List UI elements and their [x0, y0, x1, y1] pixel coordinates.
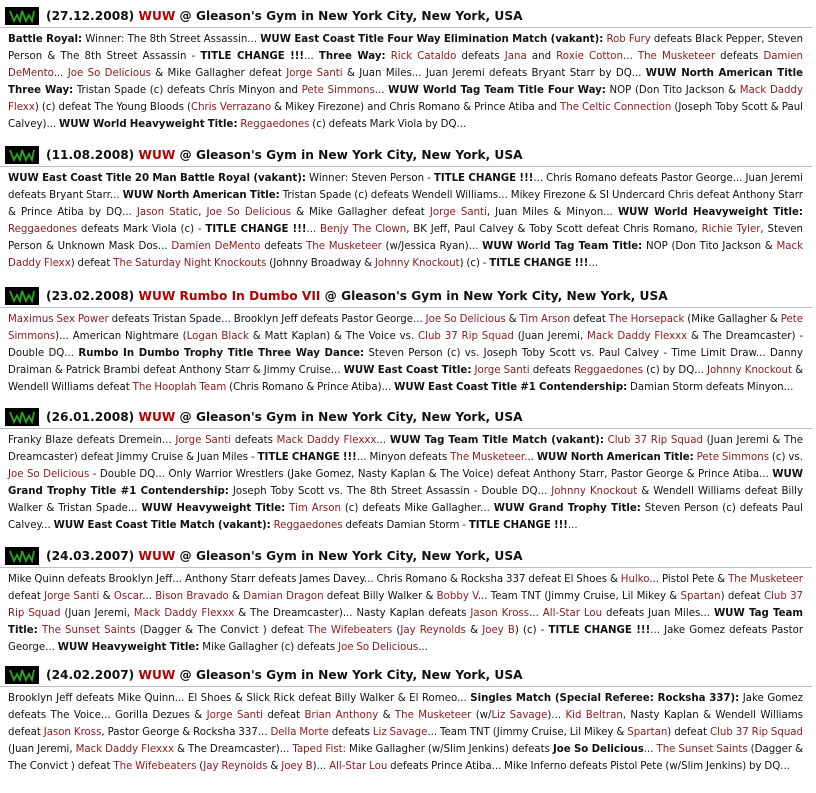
event-block: [0, 143, 812, 272]
wrestler-link[interactable]: Jorge Santi: [429, 207, 487, 218]
event-results: Brooklyn Jeff defeats Mike Quinn... El Shoes & Slick Rick defeat Billy Walker & El Romeo... Singles Match (Special Referee: Rocksha 337): Jake Gomez defeats The Voice... Gorilla Dezues & Jorge Santi defeat Brian Anthony & The Musketeer (w/Liz Savage)... Kid Beltran, Nasty Kaplan & Wendell Williams defeat Jason Kross, Pastor George & Rocksha 337... Della Morte defeats Liz Savage... Team TNT (Jimmy Cruise, Lil Mikey & Spartan) defeat Club 37 Rip Squad (Juan Jeremi, Mack Daddy Flexxx & The Dreamcaster)... Taped Fist: Mike Gallagher (w/Slim Jenkins) defeats Joe So Delicious... The Sunset Saints (Dagger & The Convict ) defeat The Wifebeaters (Jay Reynolds & Joey B)... All-Star Lou defeats Prince Atiba... Mike Inferno defeats Pistol Pete (w/Slim Jenkins) by DQ...: [8, 693, 804, 772]
wuw-logo-icon: [5, 146, 39, 164]
event-date: (11.08.2008): [46, 147, 135, 162]
event-block: [0, 4, 812, 133]
event-header: [0, 143, 812, 167]
promotion-link[interactable]: WUW Rumbo In Dumbo VII: [138, 288, 321, 303]
wrestler-link[interactable]: Club 37 Rip Squad: [709, 727, 804, 738]
promotion-link[interactable]: WUW: [138, 409, 176, 424]
wrestler-link[interactable]: Mack Daddy Flexxx: [75, 744, 175, 755]
wrestler-link[interactable]: Rob Fury: [606, 34, 651, 45]
wuw-logo-icon: [5, 547, 39, 565]
event-date: (26.01.2008): [46, 409, 135, 424]
event-title: [46, 146, 523, 164]
wrestler-link[interactable]: Damien DeMento: [8, 51, 804, 79]
event-date: (23.02.2008): [46, 288, 135, 303]
wrestler-link[interactable]: Spartan: [680, 591, 721, 602]
wrestler-link[interactable]: Jorge Santi: [44, 591, 100, 602]
wrestler-link[interactable]: Joe So Delicious: [67, 68, 151, 79]
wrestler-link[interactable]: Jason Kross: [470, 608, 530, 619]
wrestler-link[interactable]: The Musketeer: [728, 574, 803, 585]
wrestler-link[interactable]: Pete Simmons: [301, 85, 375, 96]
wrestler-link[interactable]: Reggaedones: [8, 224, 78, 235]
event-header: [0, 663, 812, 687]
wrestler-link[interactable]: Joe So Delicious: [206, 207, 292, 218]
wrestler-link[interactable]: Johnny Knockout: [551, 486, 638, 497]
wrestler-link[interactable]: Reggaedones: [573, 365, 644, 376]
wrestler-link[interactable]: Damian Dragon: [243, 591, 324, 602]
event-date: (24.03.2007): [46, 548, 135, 563]
wrestler-link[interactable]: Damien DeMento: [171, 241, 261, 252]
wrestler-link[interactable]: Jorge Santi: [286, 68, 343, 79]
wrestler-link[interactable]: Joe So Delicious: [338, 642, 419, 653]
wrestler-link[interactable]: Brian Anthony: [304, 710, 379, 721]
event-block: [0, 405, 812, 534]
event-results: Franky Blaze defeats Dremein... Jorge Santi defeats Mack Daddy Flexxx... WUW Tag Team Title Match (vakant): Club 37 Rip Squad (Juan Jeremi & The Dreamcaster) defeat Jimmy Cruise & Juan Miles - TITLE CHANGE !!!... Minyon defeats The Musketeer... WUW North American Title: Pete Simmons (c) vs. Joe So Delicious - Double DQ... Only Warrior Wrestlers (Jake Gomez, Nasty Kaplan & The Voice) defeat Anthony Starr, Pastor George & Prince Atiba... WUW Grand Trophy Title #1 Contendership: Joseph Toby Scott vs. The 8th Street Assassin - Double DQ... Johnny Knockout & Wendell Williams defeat Billy Walker & Tristan Spade... WUW Heavyweight Title: Tim Arson (c) defeats Mike Gallagher... WUW Grand Trophy Title: Steven Person (c) defeats Paul Calvey... WUW East Coast Title Match (vakant): Reggaedones defeats Damian Storm - TITLE CHANGE !!!...: [8, 435, 804, 531]
event-header: [0, 405, 812, 429]
event-header: [0, 4, 812, 28]
event-results: Mike Quinn defeats Brooklyn Jeff... Anthony Starr defeats James Davey... Chris Romano & Rocksha 337 defeat El Shoes & Hulko... Pistol Pete & The Musketeer defeat Jorge Santi & Oscar... Bison Bravado & Damian Dragon defeat Billy Walker & Bobby V... Team TNT (Jimmy Cruise, Lil Mikey & Spartan) defeat Club 37 Rip Squad (Juan Jeremi, Mack Daddy Flexxx & The Dreamcaster)... Nasty Kaplan defeats Jason Kross... All-Star Lou defeats Juan Miles... WUW Tag Team Title: The Sunset Saints (Dagger & The Convict ) defeat The Wifebeaters (Jay Reynolds & Joey B) (c) - TITLE CHANGE !!!... Jake Gomez defeats Pastor George... WUW Heavyweight Title: Mike Gallagher (c) defeats Joe So Delicious...: [8, 574, 804, 653]
wrestler-link[interactable]: Roxie Cotton: [556, 51, 623, 62]
wrestler-link[interactable]: Bobby V: [436, 591, 478, 602]
wrestler-link[interactable]: Jason Kross: [43, 727, 102, 738]
promotion-link[interactable]: WUW: [138, 147, 176, 162]
wrestler-link[interactable]: Jay Reynolds: [400, 625, 466, 636]
wuw-logo-icon: [5, 666, 39, 684]
wrestler-link[interactable]: The Musketeer: [450, 452, 525, 463]
event-venue: @ Gleason's Gym in New York City, New York, USA: [179, 147, 523, 162]
wrestler-link[interactable]: Tim Arson: [289, 503, 341, 514]
wrestler-link[interactable]: Maximus Sex Power: [8, 314, 109, 325]
wrestler-link[interactable]: The Saturday Night Knockouts: [113, 258, 267, 269]
wrestler-link[interactable]: The Sunset Saints: [41, 625, 136, 636]
wrestler-link[interactable]: Tim Arson: [519, 314, 571, 325]
wrestler-link[interactable]: The Celtic Connection: [560, 102, 672, 113]
wrestler-link[interactable]: Benjy The Clown: [320, 224, 407, 235]
wrestler-link[interactable]: Joey B: [281, 761, 313, 772]
wuw-logo-icon: [5, 7, 39, 25]
event-venue: @ Gleason's Gym in New York City, New York, USA: [179, 409, 523, 424]
wrestler-link[interactable]: Bison Bravado: [155, 591, 229, 602]
event-title: [46, 7, 523, 25]
wrestler-link[interactable]: Liz Savage: [372, 727, 428, 738]
event-results: Maximus Sex Power defeats Tristan Spade... Brooklyn Jeff defeats Pastor George... Joe So Delicious & Tim Arson defeat The Horsepack (Mike Gallagher & Pete Simmons)... American Nightmare (Logan Black & Matt Kaplan) & The Voice vs. Club 37 Rip Squad (Juan Jeremi, Mack Daddy Flexxx & The Dreamcaster) - Double DQ... Rumbo In Dumbo Trophy Title Three Way Dance: Steven Person (c) vs. Joseph Toby Scott vs. Paul Calvey - Time Limit Draw... Danny Draiman & Patrick Brambi defeat Anthony Starr & Jimmy Cruise... WUW East Coast Title: Jorge Santi defeats Reggaedones (c) by DQ... Johnny Knockout & Wendell Williams defeat The Hooplah Team (Chris Romano & Prince Atiba)... WUW East Coast Title #1 Contendership: Damian Storm defeats Minyon...: [8, 314, 804, 393]
wrestler-link[interactable]: Reggaedones: [240, 119, 310, 130]
promotion-link[interactable]: WUW: [138, 548, 176, 563]
wuw-logo-icon: [5, 408, 39, 426]
wrestler-link[interactable]: Jason Static: [136, 207, 199, 218]
wrestler-link[interactable]: All-Star Lou: [542, 608, 603, 619]
wrestler-link[interactable]: The Wifebeaters: [113, 761, 197, 772]
event-date: (27.12.2008): [46, 8, 135, 23]
wrestler-link[interactable]: Richie Tyler: [701, 224, 761, 235]
event-results: Battle Royal: Winner: The 8th Street Assassin... WUW East Coast Title Four Way Elimination Match (vakant): Rob Fury defeats Black Pepper, Steven Person & The 8th Street Assassin - TITLE CHANGE !!!... Three Way: Rick Cataldo defeats Jana and Roxie Cotton... The Musketeer defeats Damien DeMento... Joe So Delicious & Mike Gallagher defeat Jorge Santi & Juan Miles... Juan Jeremi defeats Bryant Starr by DQ... WUW North American Title Three Way: Tristan Spade (c) defeats Chris Minyon and Pete Simmons... WUW World Tag Team Title Four Way: NOP (Don Tito Jackson & Mack Daddy Flexx) (c) defeat The Young Bloods (Chris Verrazano & Mikey Firezone) and Chris Romano & Prince Atiba and The Celtic Connection (Joseph Toby Scott & Paul Calvey)... WUW World Heavyweight Title: Reggaedones (c) defeats Mark Viola by DQ...: [8, 34, 804, 130]
wrestler-link[interactable]: The Horsepack: [608, 314, 685, 325]
wrestler-link[interactable]: Rick Cataldo: [390, 51, 457, 62]
wrestler-link[interactable]: Reggaedones: [273, 520, 343, 531]
event-block: [0, 544, 812, 656]
event-venue: @ Gleason's Gym in New York City, New York, USA: [179, 548, 523, 563]
wrestler-link[interactable]: Club 37 Rip Squad: [607, 435, 703, 446]
promotion-link[interactable]: WUW: [138, 667, 176, 682]
wrestler-link[interactable]: All-Star Lou: [329, 761, 388, 772]
wrestler-link[interactable]: Chris Verrazano: [190, 102, 272, 113]
wrestler-link[interactable]: Pete Simmons: [8, 314, 803, 342]
wrestler-link[interactable]: The Sunset Saints: [656, 744, 748, 755]
wrestler-link[interactable]: Jana: [504, 51, 527, 62]
event-venue: @ Gleason's Gym in New York City, New York, USA: [179, 8, 523, 23]
promotion-link[interactable]: WUW: [138, 8, 176, 23]
wrestler-link[interactable]: Joey B: [482, 625, 515, 636]
wrestler-link[interactable]: Logan Black: [186, 331, 249, 342]
wrestler-link[interactable]: Johnny Knockout: [374, 258, 460, 269]
wrestler-link[interactable]: Jorge Santi: [175, 435, 232, 446]
wrestler-link[interactable]: Mack Daddy Flexx: [8, 241, 803, 269]
event-venue: @ Gleason's Gym in New York City, New York, USA: [324, 288, 668, 303]
wrestler-link[interactable]: Kid Beltran: [565, 710, 623, 721]
wrestler-link[interactable]: Taped Fist:: [292, 744, 347, 755]
wrestler-link[interactable]: Della Morte: [270, 727, 329, 738]
event-date: (24.02.2007): [46, 667, 135, 682]
event-title: [46, 287, 668, 305]
wrestler-link[interactable]: Mack Daddy Flexxx: [587, 331, 688, 342]
wrestler-link[interactable]: The Musketeer: [394, 710, 472, 721]
wrestler-link[interactable]: The Musketeer: [306, 241, 382, 252]
wrestler-link[interactable]: Jorge Santi: [474, 365, 530, 376]
wrestler-link[interactable]: Joe So Delicious: [425, 314, 506, 325]
wrestler-link[interactable]: Johnny Knockout: [707, 365, 792, 376]
event-venue: @ Gleason's Gym in New York City, New York, USA: [179, 667, 523, 682]
wrestler-link[interactable]: The Wifebeaters: [307, 625, 393, 636]
event-title: [46, 666, 523, 684]
wrestler-link[interactable]: Pete Simmons: [696, 452, 770, 463]
wrestler-link[interactable]: The Musketeer: [637, 51, 716, 62]
wrestler-link[interactable]: Oscar: [113, 591, 143, 602]
event-header: [0, 284, 812, 308]
wrestler-link[interactable]: Mack Daddy Flexx: [8, 85, 804, 113]
wrestler-link[interactable]: Mack Daddy Flexxx: [133, 608, 235, 619]
event-results: WUW East Coast Title 20 Man Battle Royal (vakant): Winner: Steven Person - TITLE CHANGE !!!... Chris Romano defeats Pastor George... Juan Jeremi defeats Bryant Starr... WUW North American Title: Tristan Spade (c) defeats Wendell Williams... Mikey Firezone & SI Undercard Chris defeat Anthony Starr & Prince Atiba by DQ... Jason Static, Joe So Delicious & Mike Gallagher defeat Jorge Santi, Juan Miles & Minyon... WUW World Heavyweight Title: Reggaedones defeats Mark Viola (c) - TITLE CHANGE !!!... Benjy The Clown, BK Jeff, Paul Calvey & Toby Scott defeat Chris Romano, Richie Tyler, Steven Person & Unknown Mask Dos... Damien DeMento defeats The Musketeer (w/Jessica Ryan)... WUW World Tag Team Title: NOP (Don Tito Jackson & Mack Daddy Flexx) defeat The Saturday Night Knockouts (Johnny Broadway & Johnny Knockout) (c) - TITLE CHANGE !!!...: [8, 173, 804, 269]
wrestler-link[interactable]: Club 37 Rip Squad: [8, 591, 804, 619]
wuw-logo-icon: [5, 287, 39, 305]
event-title: [46, 408, 523, 426]
wrestler-link[interactable]: Mack Daddy Flexxx: [276, 435, 377, 446]
event-header: [0, 544, 812, 568]
wrestler-link[interactable]: Liz Savage: [491, 710, 548, 721]
wrestler-link[interactable]: Joe So Delicious: [8, 469, 90, 480]
wrestler-link[interactable]: Hulko: [620, 574, 650, 585]
wrestler-link[interactable]: Club 37 Rip Squad: [418, 331, 514, 342]
event-block: [0, 284, 812, 396]
wrestler-link[interactable]: Spartan: [627, 727, 668, 738]
event-title: [46, 547, 523, 565]
wrestler-link[interactable]: The Hooplah Team: [132, 382, 227, 393]
event-block: [0, 663, 812, 775]
wrestler-link[interactable]: Jay Reynolds: [203, 761, 268, 772]
wrestler-link[interactable]: Jorge Santi: [206, 710, 263, 721]
